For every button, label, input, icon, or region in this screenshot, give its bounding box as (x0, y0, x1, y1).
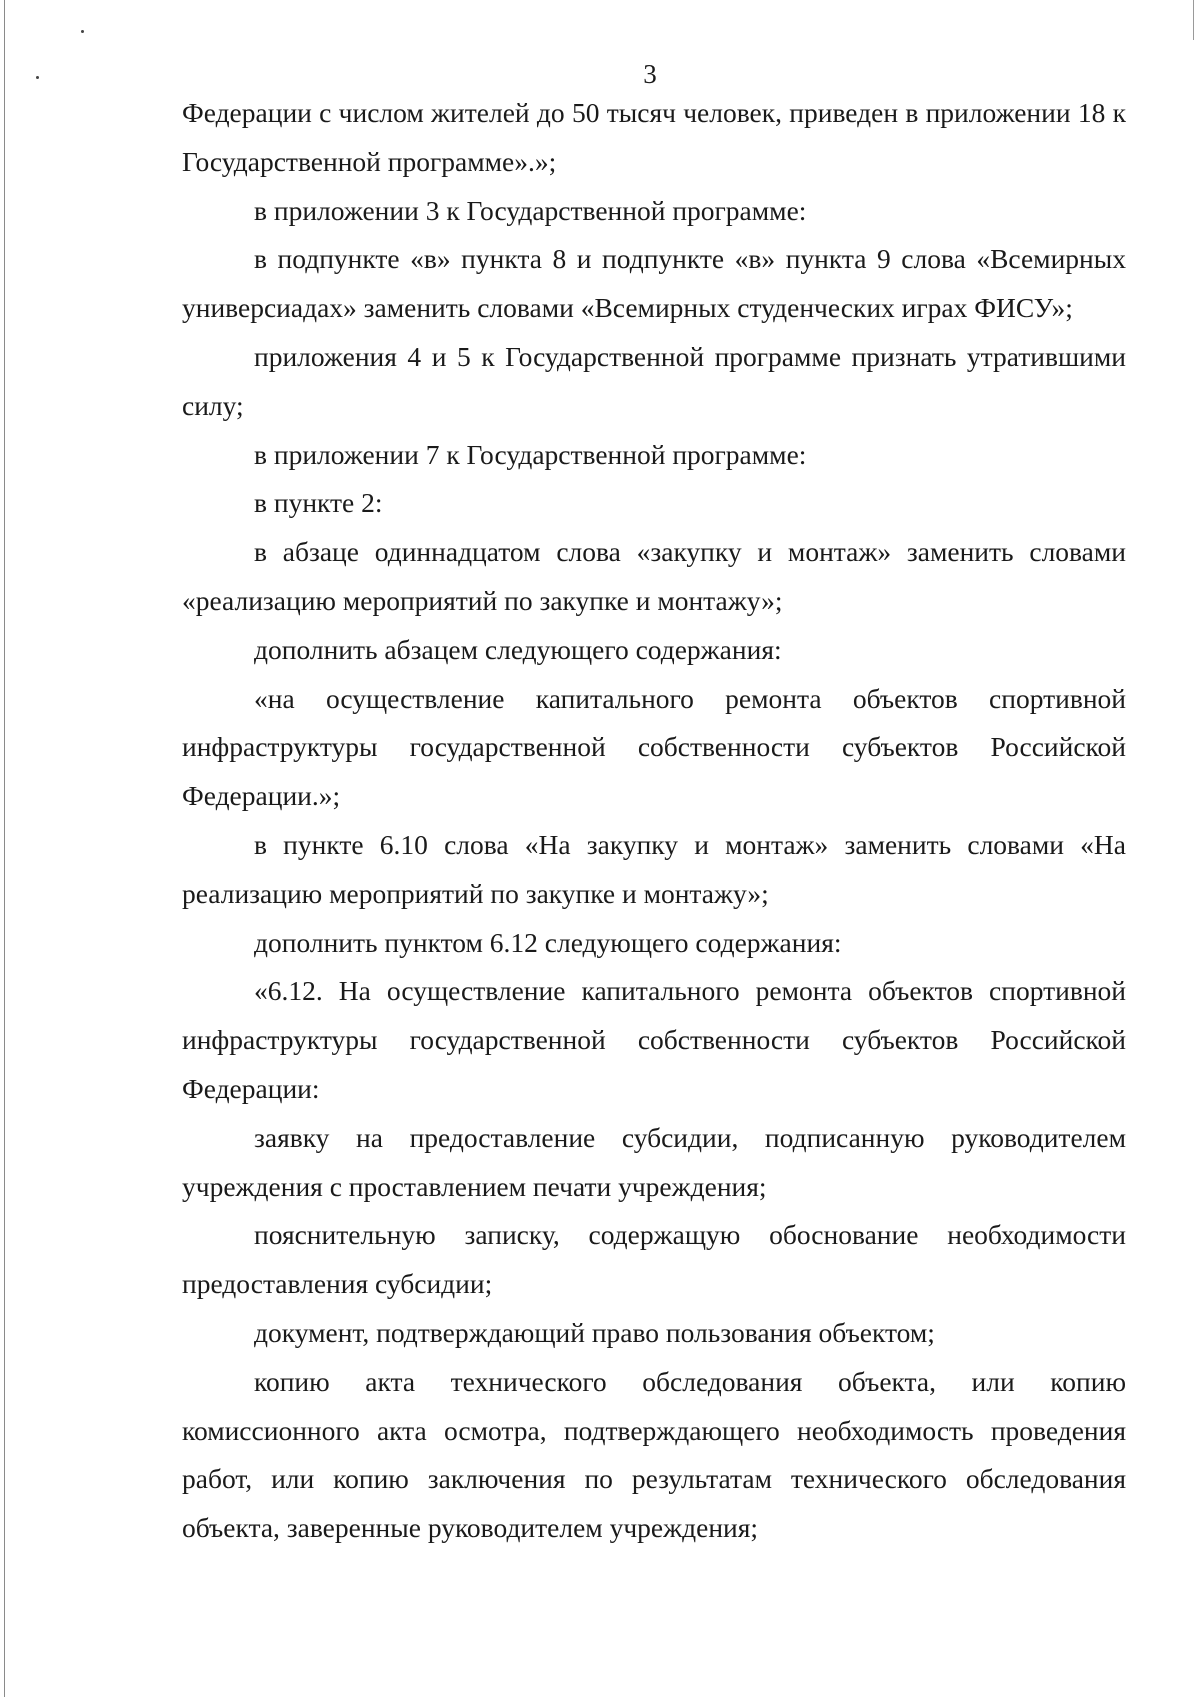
paragraph: заявку на предоставление субсидии, подписанную руководителем учреждения с проставлением печати учреждения; (182, 1121, 1126, 1202)
scan-edge-left (4, 0, 5, 1697)
paragraph: в приложении 3 к Государственной программе: (254, 194, 807, 226)
document-body (182, 89, 1126, 1553)
scan-speck (81, 30, 84, 33)
paragraph: «на осуществление капитального ремонта объектов спортивной инфраструктуры государственной собственности субъектов Российской Федерации.»; (182, 682, 1126, 812)
paragraph-continuation: Федерации с числом жителей до 50 тысяч человек, приведен в приложении 18 к Государственной программе».»; (182, 97, 1126, 177)
paragraph: в пункте 2: (254, 487, 383, 519)
paragraph: «6.12. На осуществление капитального ремонта объектов спортивной инфраструктуры государственной собственности субъектов Российской Федерации: (182, 975, 1126, 1104)
paragraph: приложения 4 и 5 к Государственной программе признать утратившими силу; (182, 340, 1126, 421)
paragraph: дополнить пунктом 6.12 следующего содержания: (254, 926, 842, 958)
paragraph: в подпункте «в» пункта 8 и подпункте «в» пункта 9 слова «Всемирных универсиадах» заменить словами «Всемирных студенческих играх ФИСУ»; (182, 243, 1126, 324)
page-number: 3 (643, 59, 657, 89)
paragraph: документ, подтверждающий право пользования объектом; (254, 1316, 935, 1348)
paragraph: пояснительную записку, содержащую обоснование необходимости предоставления субсидии; (182, 1219, 1126, 1300)
paragraph: в абзаце одиннадцатом слова «закупку и монтаж» заменить словами «реализацию мероприятий по закупке и монтажу»; (182, 536, 1126, 616)
paragraph: в пункте 6.10 слова «На закупку и монтаж» заменить словами «На реализацию мероприятий по закупке и монтажу»; (182, 828, 1126, 909)
paragraph: в приложении 7 к Государственной программе: (254, 438, 807, 470)
paragraph: дополнить абзацем следующего содержания: (254, 633, 782, 665)
scan-edge-right (1193, 0, 1194, 40)
paragraph: копию акта технического обследования объекта, или копию комиссионного акта осмотра, подтверждающего необходимость проведения работ, или копию заключения по результатам технического обследования объекта, заверенные руководителем учреждения; (182, 1365, 1126, 1544)
